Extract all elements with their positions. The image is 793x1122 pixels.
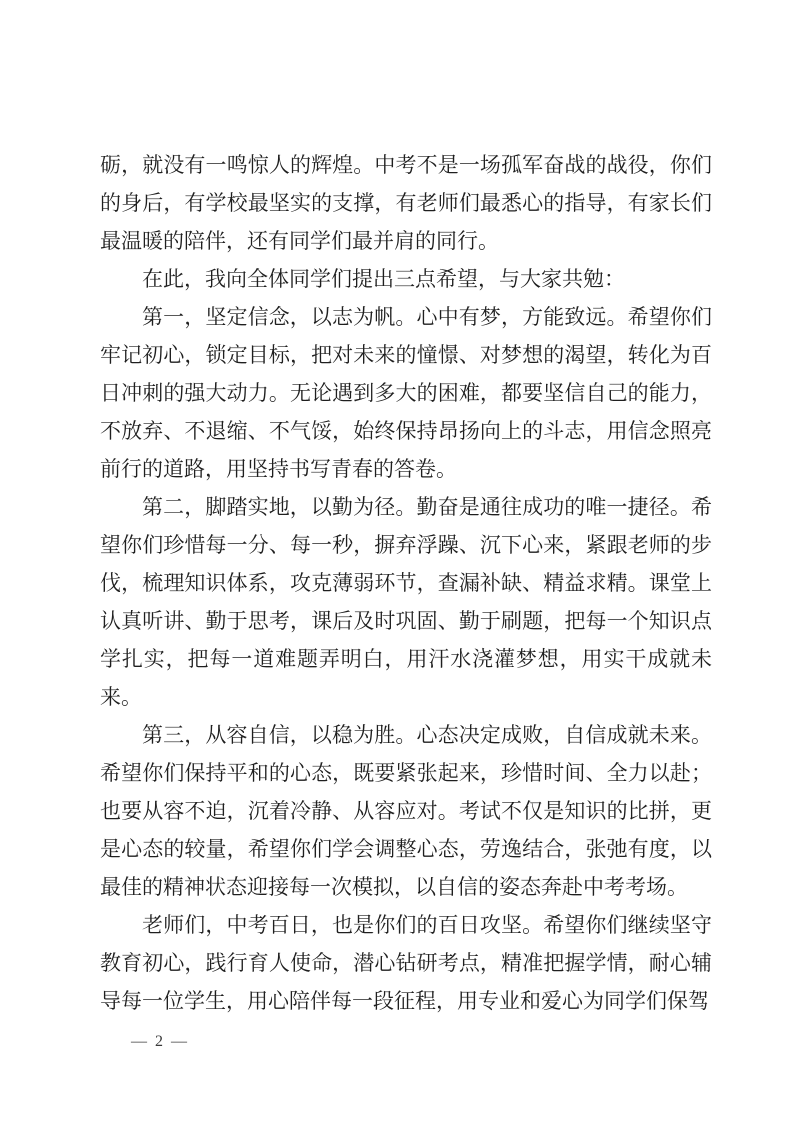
para-continuation: 砺，就没有一鸣惊人的辉煌。中考不是一场孤军奋战的战役，你们的身后，有学校最坚实的支撑，有老师们最悉心的指导，有家长们最温暖的陪伴，还有同学们最并肩的同行。 xyxy=(100,153,712,253)
document-body xyxy=(100,146,712,1020)
para-hope-1-conviction: 第一，坚定信念，以志为帆。心中有梦，方能致远。希望你们牢记初心，锁定目标，把对未来的憧憬、对梦想的渴望，转化为百日冲刺的强大动力。无论遇到多大的困难，都要坚信自己的能力，不放弃、不退缩、不气馁，始终保持昂扬向上的斗志，用信念照亮前行的道路，用坚持书写青春的答卷。 xyxy=(100,305,712,481)
page-number: — 2 — xyxy=(131,1033,189,1050)
para-hope-2-diligence: 第二，脚踏实地，以勤为径。勤奋是通往成功的唯一捷径。希望你们珍惜每一分、每一秒，摒弃浮躁、沉下心来，紧跟老师的步伐，梳理知识体系，攻克薄弱环节，查漏补缺、精益求精。课堂上认真听讲、勤于思考，课后及时巩固、勤于刷题，把每一个知识点学扎实，把每一道难题弄明白，用汗水浇灌梦想，用实干成就未来。 xyxy=(100,495,712,709)
para-intro-three-hopes: 在此，我向全体同学们提出三点希望，与大家共勉： xyxy=(142,267,625,291)
para-hope-3-composure: 第三，从容自信，以稳为胜。心态决定成败，自信成就未来。希望你们保持平和的心态，既要紧张起来，珍惜时间、全力以赴；也要从容不迫，沉着冷静、从容应对。考试不仅是知识的比拼，更是心态的较量，希望你们学会调整心态，劳逸结合，张弛有度，以最佳的精神状态迎接每一次模拟，以自信的姿态奔赴中考考场。 xyxy=(100,723,712,899)
para-teachers: 老师们，中考百日，也是你们的百日攻坚。希望你们继续坚守教育初心，践行育人使命，潜心钻研考点，精准把握学情，耐心辅导每一位学生，用心陪伴每一段征程，用专业和爱心为同学们保驾 xyxy=(100,913,712,1013)
